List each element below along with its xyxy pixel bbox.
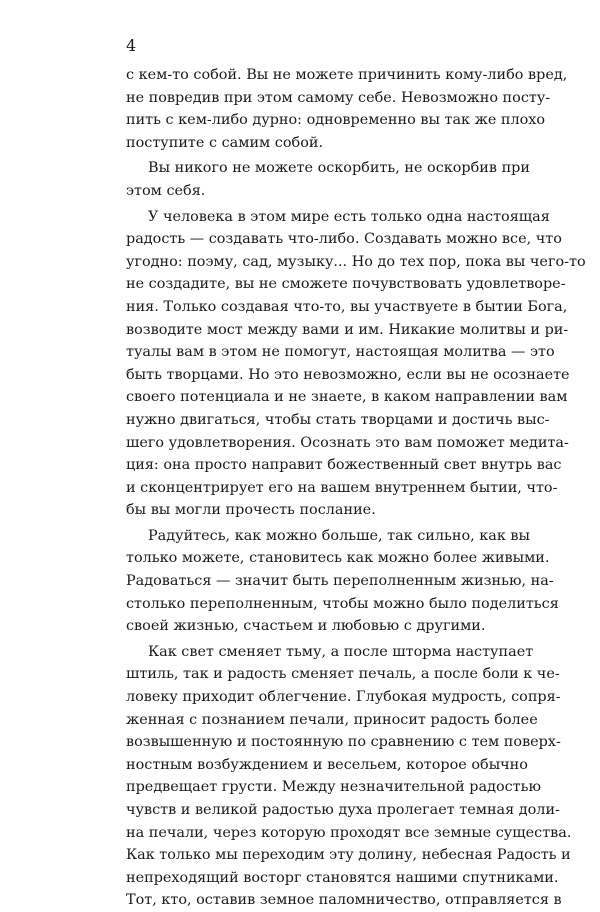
text-line: непреходящий восторг становятся нашими спутниками. [126, 869, 559, 886]
paragraph-4 [126, 525, 559, 638]
text-line: радость — создавать что-либо. Создавать можно все, что [126, 231, 562, 248]
text-line: шего удовлетворения. Осознать это вам поможет медита- [126, 434, 569, 451]
text-line: Как свет сменяет тьму, а после шторма наступает [148, 643, 534, 660]
text-line: женная с познанием печали, приносит радость более [126, 711, 538, 728]
text-line: своего потенциала и не знаете, в каком направлении вам [126, 389, 568, 406]
text-line: возвышенную и постоянную по сравнению с тем поверх- [126, 734, 561, 751]
text-line: и сконцентрирует его на вашем внутреннем бытии, что- [126, 479, 558, 496]
text-line: штиль, так и радость сменяет печаль, а после боли к че- [126, 666, 560, 683]
text-line: Как только мы переходим эту долину, небесная Радость и [126, 847, 571, 864]
text-line: чувств и великой радостью духа пролегает темная доли- [126, 802, 560, 818]
text-line: Радоваться — значит быть переполненным жизнью, на- [126, 573, 554, 590]
text-line: своей жизнью, счастьем и любовью с другими. [126, 618, 486, 635]
text-line: на печали, через которую проходят все земные существа. [126, 824, 572, 841]
text-line: туалы вам в этом не помогут, настоящая молитва — это [126, 344, 555, 361]
text-line: ностным возбуждением и весельем, которое обычно [126, 756, 528, 773]
text-line: этом себя. [126, 182, 206, 199]
text-line: Вы никого не можете оскорбить, не оскорбив при [148, 160, 530, 177]
page-number: 4 [126, 36, 137, 55]
body-text [126, 64, 586, 912]
text-line: ция: она просто направит божественный свет внутрь вас [126, 457, 562, 474]
text-line: ловеку приходит облегчение. Глубокая мудрость, сопря- [126, 689, 561, 706]
text-line: предвещает грусти. Между незначительной радостью [126, 779, 541, 796]
paragraph-5 [126, 641, 572, 912]
text-line: с кем-то собой. Вы не можете причинить кому-либо вред, [126, 67, 568, 83]
paragraph-3 [126, 206, 586, 522]
paragraph-2 [126, 157, 530, 202]
text-line: угодно: поэму, сад, музыку... Но до тех пор, пока вы чего-то [126, 253, 586, 270]
text-line: Радуйтесь, как можно больше, так сильно, как вы [148, 527, 530, 544]
text-line: Тот, кто, оставив земное паломничество, отправляется в [126, 892, 562, 909]
text-line: столько переполненным, чтобы можно было поделиться [126, 595, 559, 612]
text-line: бы вы могли прочесть послание. [126, 502, 376, 519]
text-line: поступите с самим собой. [126, 134, 324, 151]
text-line: только можете, становитесь как можно более живыми. [126, 550, 550, 567]
paragraph-1 [126, 64, 568, 154]
text-line: быть творцами. Но это невозможно, если вы не осознаете [126, 366, 570, 383]
text-line: не повредив при этом самому себе. Невозможно посту- [126, 89, 551, 106]
text-line: возводите мост между вами и им. Никакие молитвы и ри- [126, 321, 569, 338]
text-line: У человека в этом мире есть только одна настоящая [148, 208, 550, 225]
text-line: нужно двигаться, чтобы стать творцами и достичь выс- [126, 411, 550, 428]
text-line: не создадите, вы не сможете почувствовать удовлетворе- [126, 276, 566, 293]
text-line: ния. Только создавая что-то, вы участвуете в бытии Бога, [126, 298, 568, 315]
text-line: пить с кем-либо дурно: одновременно вы так же плохо [126, 112, 546, 129]
